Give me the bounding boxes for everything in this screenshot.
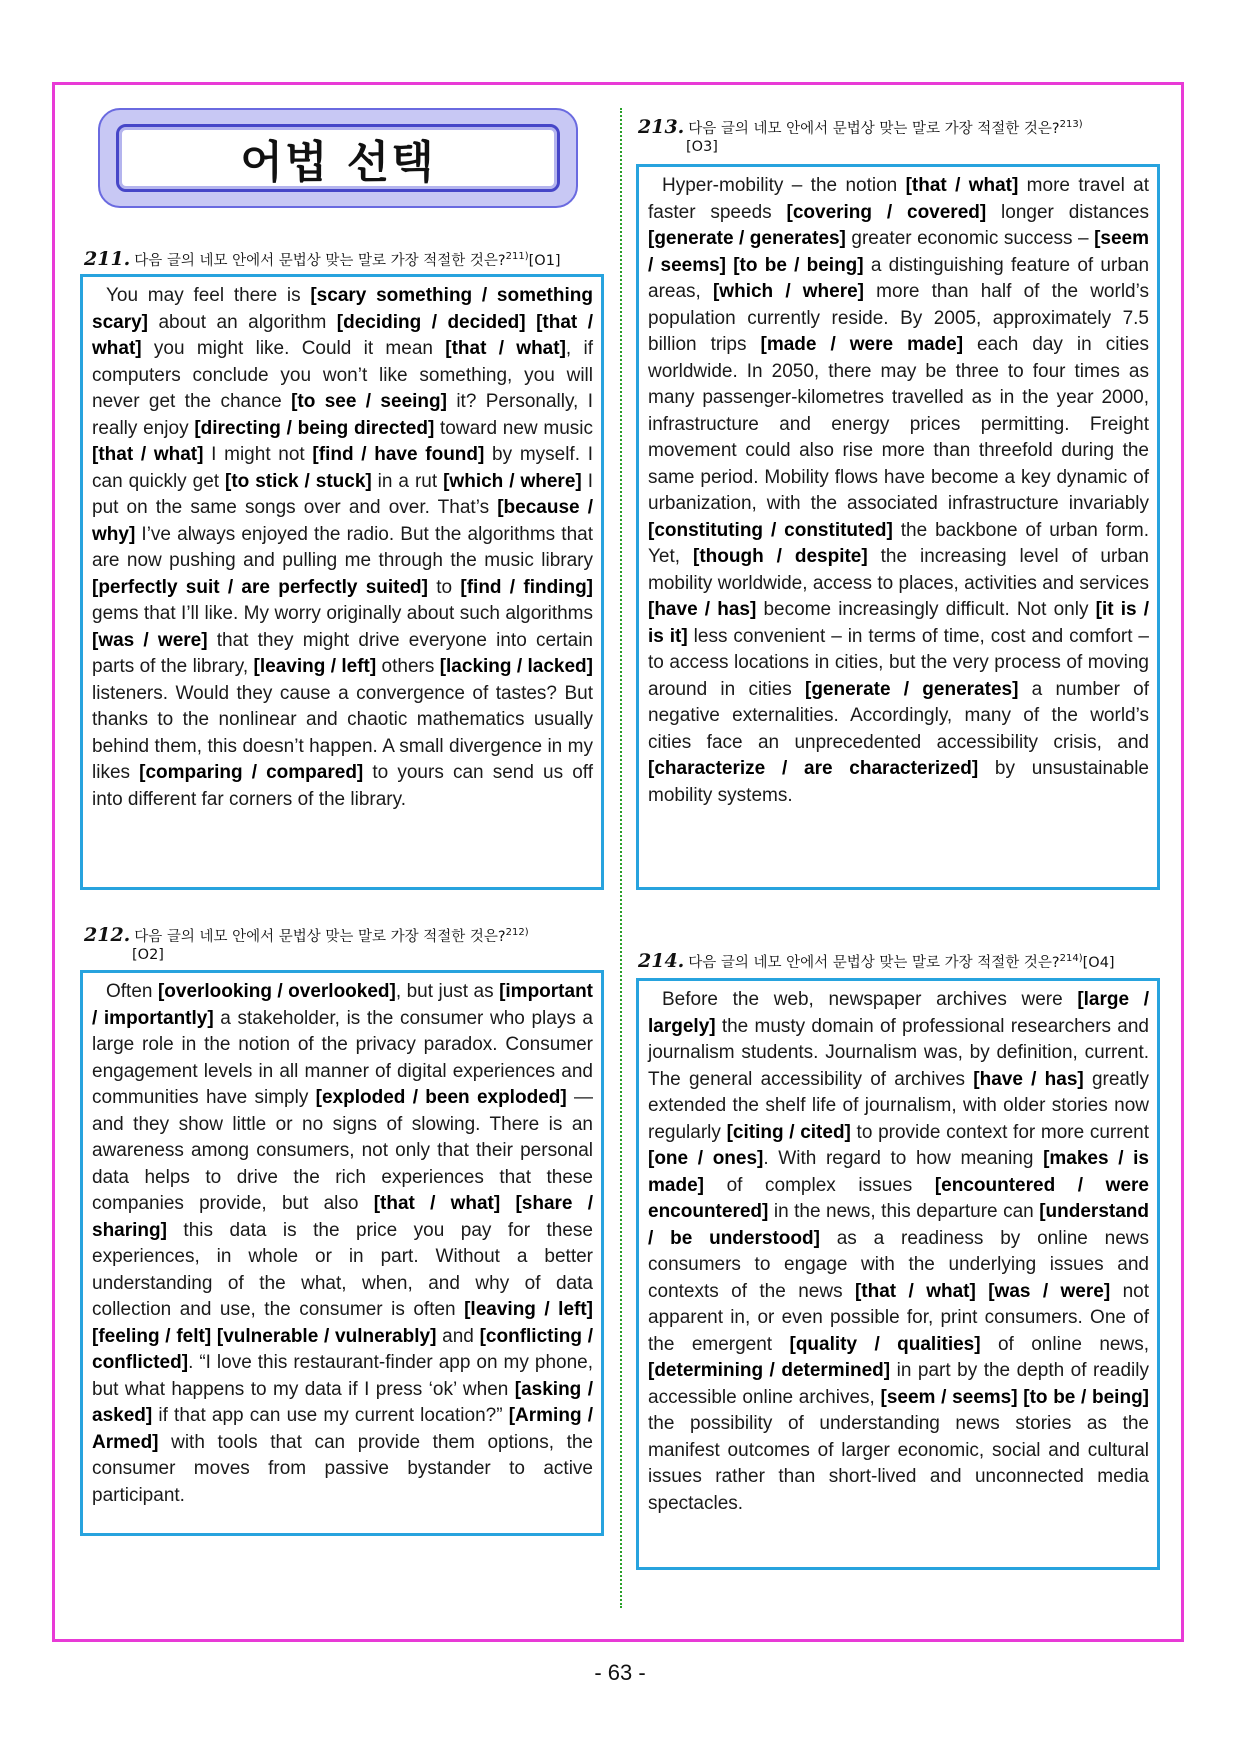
choice-bracket: [exploded / been exploded]: [315, 1087, 567, 1108]
choice-bracket: [Arming / Armed]: [92, 1405, 593, 1453]
section-title-frame: [116, 124, 560, 192]
question-212-header: [84, 924, 604, 964]
question-number: 211.: [84, 247, 131, 270]
choice-bracket: [that / what]: [92, 311, 593, 359]
choice-bracket: [because / why]: [92, 497, 593, 545]
question-number: 214.: [638, 949, 685, 972]
choice-bracket: [leaving / left]: [464, 1299, 594, 1320]
choice-bracket: [seem / seems]: [648, 228, 1149, 276]
question-instruction: 다음 글의 네모 안에서 문법상 맞는 말로 가장 적절한 것은?: [688, 120, 1060, 137]
question-number: 213.: [638, 115, 685, 138]
choice-bracket: [have / has]: [973, 1068, 1084, 1090]
choice-bracket: [feeling / felt]: [92, 1325, 212, 1347]
choice-bracket: [leaving / left]: [253, 656, 377, 677]
choice-bracket: [generate / generates]: [805, 678, 1019, 700]
choice-bracket: [deciding / decided]: [336, 311, 526, 333]
footnote-mark: 213): [1059, 119, 1083, 130]
question-source: [O3]: [686, 138, 718, 155]
choice-bracket: [find / finding]: [460, 576, 594, 598]
choice-bracket: [have / has]: [648, 599, 757, 620]
choice-bracket: [find / have found]: [312, 444, 485, 465]
choice-bracket: [directing / being directed]: [194, 417, 435, 439]
question-211-header: [84, 248, 604, 270]
choice-bracket: [that / what]: [373, 1193, 501, 1214]
choice-bracket: [encountered / were encountered]: [648, 1174, 1149, 1222]
question-instruction: 다음 글의 네모 안에서 문법상 맞는 말로 가장 적절한 것은?: [134, 252, 506, 269]
choice-bracket: [scary something / something scary]: [92, 285, 593, 333]
question-instruction: 다음 글의 네모 안에서 문법상 맞는 말로 가장 적절한 것은?: [134, 928, 506, 945]
choice-bracket: [though / despite]: [693, 546, 868, 567]
choice-bracket: [conflicting / conflicted]: [92, 1325, 593, 1373]
choice-bracket: [lacking / lacked]: [439, 656, 593, 677]
choice-bracket: [quality / qualities]: [789, 1333, 981, 1355]
choice-bracket: [asking / asked]: [92, 1378, 593, 1426]
column-divider: [620, 108, 622, 1608]
choice-bracket: [generate / generates]: [648, 228, 846, 249]
question-213-passage: [636, 164, 1160, 890]
choice-bracket: [was / were]: [92, 629, 208, 651]
choice-bracket: [understand / be understood]: [648, 1201, 1149, 1249]
choice-bracket: [to see / seeing]: [291, 391, 447, 412]
choice-bracket: [comparing / compared]: [139, 762, 364, 783]
section-title: 어법 선택: [240, 137, 436, 188]
question-source: [O2]: [132, 946, 164, 963]
choice-bracket: [covering / covered]: [786, 201, 987, 223]
choice-bracket: [to be / being]: [1023, 1386, 1149, 1408]
footnote-mark: 214): [1059, 953, 1083, 964]
choice-bracket: [seem / seems]: [880, 1386, 1018, 1408]
passage-text: Hyper-mobility – the notion [that / what] more travel at faster speeds [covering / covered] longer distances [generate / generates] greater economic success – [seem / seems] [to be / being] a distinguishing feature of urban areas, [which / where] more than half of the world’s population currently reside. By 2005, approximately 7.5 billion trips [made / were made] each day in cities worldwide. In 2050, there may be three to four times as many passenger-kilometres travelled as in the year 2000, infrastructure and energy prices permitting. Freight movement could also rise more than threefold during the same period. Mobility flows have become a key dynamic of urbanization, with the associated infrastructure invariably [constituting / constituted] the backbone of urban form. Yet, [though / despite] the increasing level of urban mobility worldwide, access to places, activities and services [have / has] become increasingly difficult. Not only [it is / is it] less convenient – in terms of time, cost and comfort – to access locations in cities, but the very process of moving around in cities [generate / generates] a number of negative externalities. Accordingly, many of the world’s cities face an unprecedented accessibility crisis, and [characterize / are characterized] by unsustainable mobility systems.: [648, 175, 1150, 806]
choice-bracket: [overlooking / overlooked]: [157, 981, 396, 1002]
question-214-header: [638, 950, 1168, 972]
choice-bracket: [that / what]: [445, 338, 566, 359]
question-source: [O4]: [1082, 954, 1115, 971]
choice-bracket: [perfectly suit / are perfectly suited]: [92, 576, 428, 598]
choice-bracket: [that / what]: [905, 175, 1019, 196]
choice-bracket: [share / sharing]: [92, 1193, 593, 1241]
question-214-passage: [636, 978, 1160, 1570]
choice-bracket: [that / what]: [854, 1280, 976, 1302]
footnote-mark: 211): [505, 251, 529, 262]
choice-bracket: [citing / cited]: [726, 1121, 851, 1143]
choice-bracket: [determining / determined]: [648, 1360, 891, 1381]
question-213-header: [638, 116, 1168, 156]
question-instruction: 다음 글의 네모 안에서 문법상 맞는 말로 가장 적절한 것은?: [688, 954, 1060, 971]
choice-bracket: [made / were made]: [760, 334, 964, 355]
choice-bracket: [to stick / stuck]: [225, 470, 372, 492]
choice-bracket: [that / what]: [92, 444, 204, 465]
choice-bracket: [important / importantly]: [92, 981, 593, 1029]
question-211-passage: [80, 274, 604, 890]
choice-bracket: [which / where]: [712, 281, 865, 302]
choice-bracket: [which / where]: [443, 470, 582, 492]
choice-bracket: [one / ones]: [648, 1148, 764, 1169]
section-title-banner: [98, 108, 578, 208]
passage-text: Often [overlooking / overlooked], but just as [important / importantly] a stakeholder, is the consumer who plays a large role in the notion of the privacy paradox. Consumer engagement levels in all manner of digital experiences and communities have simply [exploded / been exploded] — and they show little or no signs of slowing. There is an awareness among consumers, not only that their personal data helps to drive the rich experiences that these companies provide, but also [that / what] [share / sharing] this data is the price you pay for these experiences, in whole or in part. Without a better understanding of the what, when, and why of data collection and use, the consumer is often [leaving / left] [feeling / felt] [vulnerable / vulnerably] and [conflicting / conflicted]. “I love this restaurant-finder app on my phone, but what happens to my data if I press ‘ok’ when [asking / asked] if that app can use my current location?” [Arming / Armed] with tools that can provide them options, the consumer moves from passive bystander to active participant.: [92, 981, 594, 1506]
choice-bracket: [vulnerable / vulnerably]: [216, 1325, 437, 1347]
footnote-mark: 212): [505, 927, 529, 938]
choice-bracket: [large / largely]: [648, 989, 1149, 1037]
question-212-passage: [80, 970, 604, 1536]
choice-bracket: [characterize / are characterized]: [648, 758, 979, 779]
page-number: - 63 -: [594, 1660, 646, 1685]
question-number: 212.: [84, 923, 131, 946]
choice-bracket: [it is / is it]: [648, 599, 1149, 647]
question-source: [O1]: [528, 252, 561, 269]
choice-bracket: [makes / is made]: [648, 1148, 1149, 1196]
choice-bracket: [was / were]: [988, 1280, 1111, 1302]
choice-bracket: [to be / being]: [733, 254, 864, 276]
choice-bracket: [constituting / constituted]: [648, 519, 893, 541]
passage-text: Before the web, newspaper archives were [large / largely] the musty domain of professional researchers and journalism students. Journalism was, by definition, current. The general accessibility of archives [have / has] greatly extended the shelf life of journalism, with older stories now regularly [citing / cited] to provide context for more current [one / ones]. With regard to how meaning [makes / is made] of complex issues [encountered / were encountered] in the news, this departure can [understand / be understood] as a readiness by online news consumers to engage with the underlying issues and contexts of the news [that / what] [was / were] not apparent in, or even possible for, print consumers. One of the emergent [quality / qualities] of online news, [determining / determined] in part by the depth of readily accessible online archives, [seem / seems] [to be / being] the possibility of understanding news stories as the manifest outcomes of larger economic, social and cultural issues rather than short-lived and unconnected media spectacles.: [648, 989, 1150, 1514]
passage-text: You may feel there is [scary something / something scary] about an algorithm [deciding / decided] [that / what] you might like. Could it mean [that / what], if computers conclude you won’t like something, you will never get the chance [to see / seeing] it? Personally, I really enjoy [directing / being directed] toward new music [that / what] I might not [find / have found] by myself. I can quickly get [to stick / stuck] in a rut [which / where] I put on the same songs over and over. That’s [because / why] I’ve always enjoyed the radio. But the algorithms that are now pushing and pulling me through the music library [perfectly suit / are perfectly suited] to [find / finding] gems that I’ll like. My worry originally about such algorithms [was / were] that they might drive everyone into certain parts of the library, [leaving / left] others [lacking / lacked] listeners. Would they cause a convergence of tastes? But thanks to the nonlinear and chaotic mathematics usually behind them, this doesn’t happen. A small divergence in my likes [comparing / compared] to yours can send us off into different far corners of the library.: [92, 285, 594, 810]
